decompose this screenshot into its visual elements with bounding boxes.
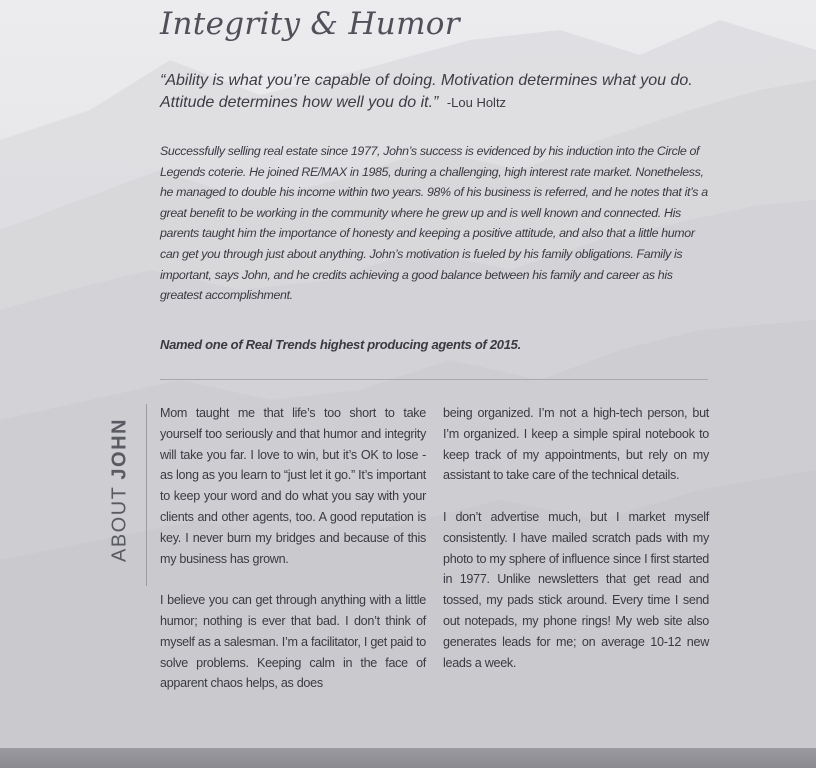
left-paragraph-1: Mom taught me that life’s too short to take yourself too seriously and that humor and integrity will take you far. I love to win, but it’s OK to lose - as long as you learn to “just let it go.” It’s important to keep your word and do what you say with your clients and other agents, too. A good reputation is key. I never burn my bridges and because of this my business has grown.	[160, 406, 426, 566]
left-column	[160, 403, 426, 715]
page-title: Integrity & Humor	[160, 6, 460, 42]
about-label-text	[109, 418, 132, 562]
about-label-name: JOHN	[108, 418, 131, 480]
quote	[160, 70, 720, 114]
left-paragraph-2: I believe you can get through anything with a little humor; nothing is ever that bad. I don’t think of myself as a salesman. I’m a facilitator, I get paid to solve problems. Keeping calm in the face of apparent chaos helps, as does	[160, 593, 426, 691]
about-label-prefix: ABOUT	[108, 485, 131, 562]
quote-author: -Lou Holtz	[446, 95, 507, 110]
right-paragraph-1: being organized. I’m not a high-tech person, but I’m organized. I keep a simple spiral notebook to keep track of my appointments, but rely on my assistant to take care of the technical details.	[443, 406, 709, 483]
vertical-divider	[146, 404, 147, 586]
right-paragraph-2: I don’t advertise much, but I market myself consistently. I have mailed scratch pads with my photo to my sphere of influence since I first started in 1977. Unlike newsletters that get read and tossed, my pads stick around. Every time I send out notepads, my phone rings! My web site also generates leads for me; on average 10-12 new leads a week.	[443, 509, 709, 670]
bio-paragraph: Successfully selling real estate since 1977, John’s success is evidenced by his induction into the Circle of Legends coterie. He joined RE/MAX in 1985, during a challenging, high interest rate market. Nonetheless, he managed to double his income within two years. 98% of his business is referred, and he notes that it’s a great benefit to be working in the community where he grew up and is well known and connected. His parents taught him the importance of honesty and keeping a positive attitude, and also that a little humor can get you through just about anything. John’s motivation is fueled by his family obligations. Family is important, says John, and he credits achieving a good balance between his family and career as his greatest accomplishment.	[160, 144, 708, 303]
section-divider	[160, 379, 708, 380]
quote-text: “Ability is what you’re capable of doing. Motivation determines what you do. Attitude determines how well you do it.”	[160, 72, 693, 111]
right-column	[443, 403, 709, 694]
award-line: Named one of Real Trends highest producing agents of 2015.	[160, 337, 521, 352]
about-label	[103, 400, 137, 580]
bottom-band	[0, 748, 816, 768]
